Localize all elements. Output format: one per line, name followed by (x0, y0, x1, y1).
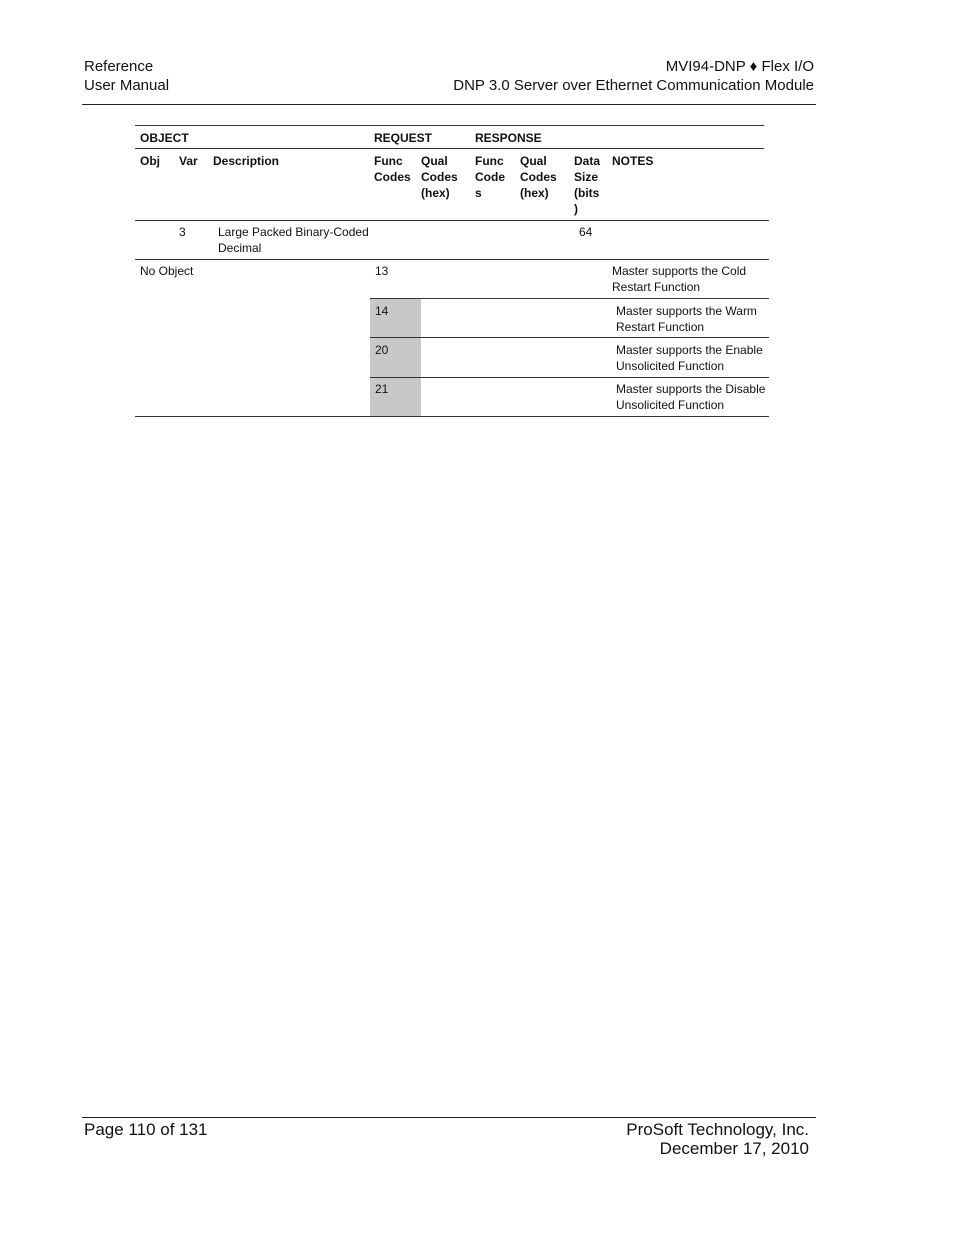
table-row-rule (370, 377, 769, 378)
footer-divider (82, 1117, 816, 1118)
col-req-func-header (374, 153, 411, 185)
table-row-rule (135, 259, 769, 260)
header-line: Code (475, 170, 505, 184)
row2-func: 13 (375, 264, 389, 278)
footer-company: ProSoft Technology, Inc. (626, 1120, 809, 1139)
row2-obj: No Object (140, 264, 194, 278)
table-header-rule (135, 220, 769, 221)
row5-func: 21 (375, 382, 389, 396)
notes-line: Unsolicited Function (616, 359, 725, 373)
table-bottom-rule (135, 416, 769, 417)
dnp-object-table (0, 0, 954, 430)
row5-notes (616, 381, 765, 413)
col-resp-qual-header (520, 153, 557, 201)
row3-notes (616, 303, 757, 335)
header-line: Codes (520, 170, 557, 184)
header-section: Reference (84, 58, 154, 75)
header-line: Func (475, 154, 504, 168)
row4-func: 20 (375, 343, 389, 357)
row4-notes (616, 342, 763, 374)
row2-notes (612, 263, 746, 295)
table-group-rule (135, 148, 764, 149)
header-line: Size (574, 170, 599, 184)
header-line: (bits (574, 186, 600, 200)
table-top-rule (135, 125, 764, 126)
group-object-header: OBJECT (140, 131, 189, 145)
description-line: Decimal (218, 241, 262, 255)
col-req-qual-header (421, 153, 458, 201)
header-doc-type: User Manual (84, 77, 170, 94)
header-line: Codes (374, 170, 411, 184)
notes-line: Restart Function (612, 280, 701, 294)
col-obj-header: Obj (140, 154, 160, 168)
header-line: s (475, 186, 482, 200)
table-row-rule (370, 298, 769, 299)
col-var-header: Var (179, 154, 198, 168)
row1-data-size: 64 (579, 225, 593, 239)
table-row-rule (370, 337, 769, 338)
header-line: (hex) (421, 186, 450, 200)
notes-line: Restart Function (616, 320, 705, 334)
notes-line: Master supports the Warm (616, 304, 757, 318)
header-line: Qual (421, 154, 448, 168)
header-product: MVI94-DNP ♦ Flex I/O (665, 58, 814, 75)
notes-line: Master supports the Disable (616, 382, 766, 396)
col-notes-header: NOTES (612, 154, 654, 168)
group-request-header: REQUEST (374, 131, 433, 145)
header-line: Qual (520, 154, 547, 168)
notes-line: Unsolicited Function (616, 398, 725, 412)
header-line: ) (574, 202, 578, 216)
footer-page-number: Page 110 of 131 (84, 1120, 208, 1139)
group-response-header: RESPONSE (475, 131, 542, 145)
footer-date: December 17, 2010 (659, 1139, 809, 1158)
col-resp-func-header (475, 153, 505, 201)
col-data-size-header (574, 153, 600, 217)
notes-line: Master supports the Cold (612, 264, 747, 278)
footer-right (626, 1120, 809, 1158)
row1-var: 3 (179, 225, 186, 239)
header-line: Codes (421, 170, 458, 184)
header-line: (hex) (520, 186, 549, 200)
row3-func: 14 (375, 304, 389, 318)
description-line: Large Packed Binary-Coded (218, 225, 369, 239)
row1-description (218, 224, 369, 256)
notes-line: Master supports the Enable (616, 343, 763, 357)
header-line: Data (574, 154, 601, 168)
col-description-header: Description (213, 154, 280, 168)
header-line: Func (374, 154, 403, 168)
header-product-desc: DNP 3.0 Server over Ethernet Communication Module (453, 77, 814, 94)
